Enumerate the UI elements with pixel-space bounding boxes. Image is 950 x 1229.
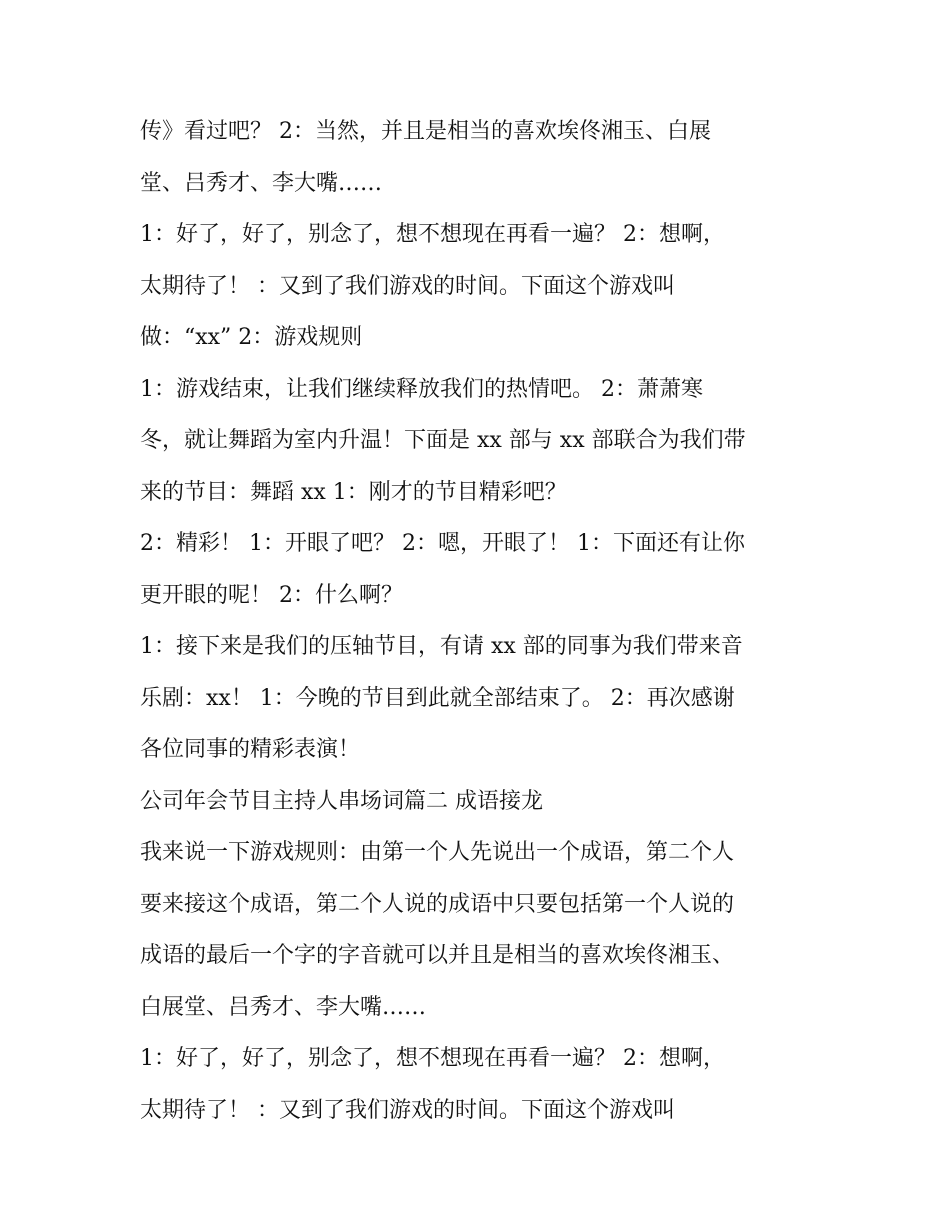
text-line: 做：“xx” 2：游戏规则 — [140, 325, 363, 350]
text-line: 1：好了，好了，别念了，想不想现在再看一遍？ 2：想啊， — [140, 1046, 725, 1071]
text-line: 成语的最后一个字的字音就可以并且是相当的喜欢埃佟湘玉、 — [140, 943, 735, 968]
text-line: 2：精彩！ 1：开眼了吧？ 2：嗯，开眼了！ 1：下面还有让你 — [140, 531, 745, 556]
text-line: 冬，就让舞蹈为室内升温！下面是 xx 部与 xx 部联合为我们带 — [140, 428, 746, 453]
text-line: 乐剧：xx！ 1：今晚的节目到此就全部结束了。 2：再次感谢 — [140, 685, 735, 711]
text-line: 太期待了！ ：又到了我们游戏的时间。下面这个游戏叫 — [140, 1097, 675, 1123]
text-line: 传》看过吧？ 2：当然，并且是相当的喜欢埃佟湘玉、白展 — [140, 119, 711, 144]
section-heading: 公司年会节目主持人串场词篇二 成语接龙 — [140, 788, 543, 814]
text-line: 1：接下来是我们的压轴节目，有请 xx 部的同事为我们带来音 — [140, 634, 743, 659]
text-line: 1：游戏结束，让我们继续释放我们的热情吧。 2：萧萧寒 — [140, 376, 703, 402]
text-line: 更开眼的呢！ 2：什么啊？ — [140, 582, 403, 608]
text-line: 1：好了，好了，别念了，想不想现在再看一遍？ 2：想啊， — [140, 222, 725, 247]
text-line: 来的节目：舞蹈 xx 1：刚才的节目精彩吧？ — [140, 479, 567, 505]
text-line: 要来接这个成语，第二个人说的成语中只要包括第一个人说的 — [140, 891, 735, 917]
text-line: 堂、吕秀才、李大嘴…… — [140, 170, 383, 196]
text-line: 我来说一下游戏规则：由第一个人先说出一个成语，第二个人 — [140, 840, 735, 865]
document-body — [140, 106, 830, 1136]
text-line: 太期待了！ ：又到了我们游戏的时间。下面这个游戏叫 — [140, 273, 675, 299]
text-line: 各位同事的精彩表演！ — [140, 737, 361, 762]
text-line: 白展堂、吕秀才、李大嘴…… — [140, 994, 427, 1020]
